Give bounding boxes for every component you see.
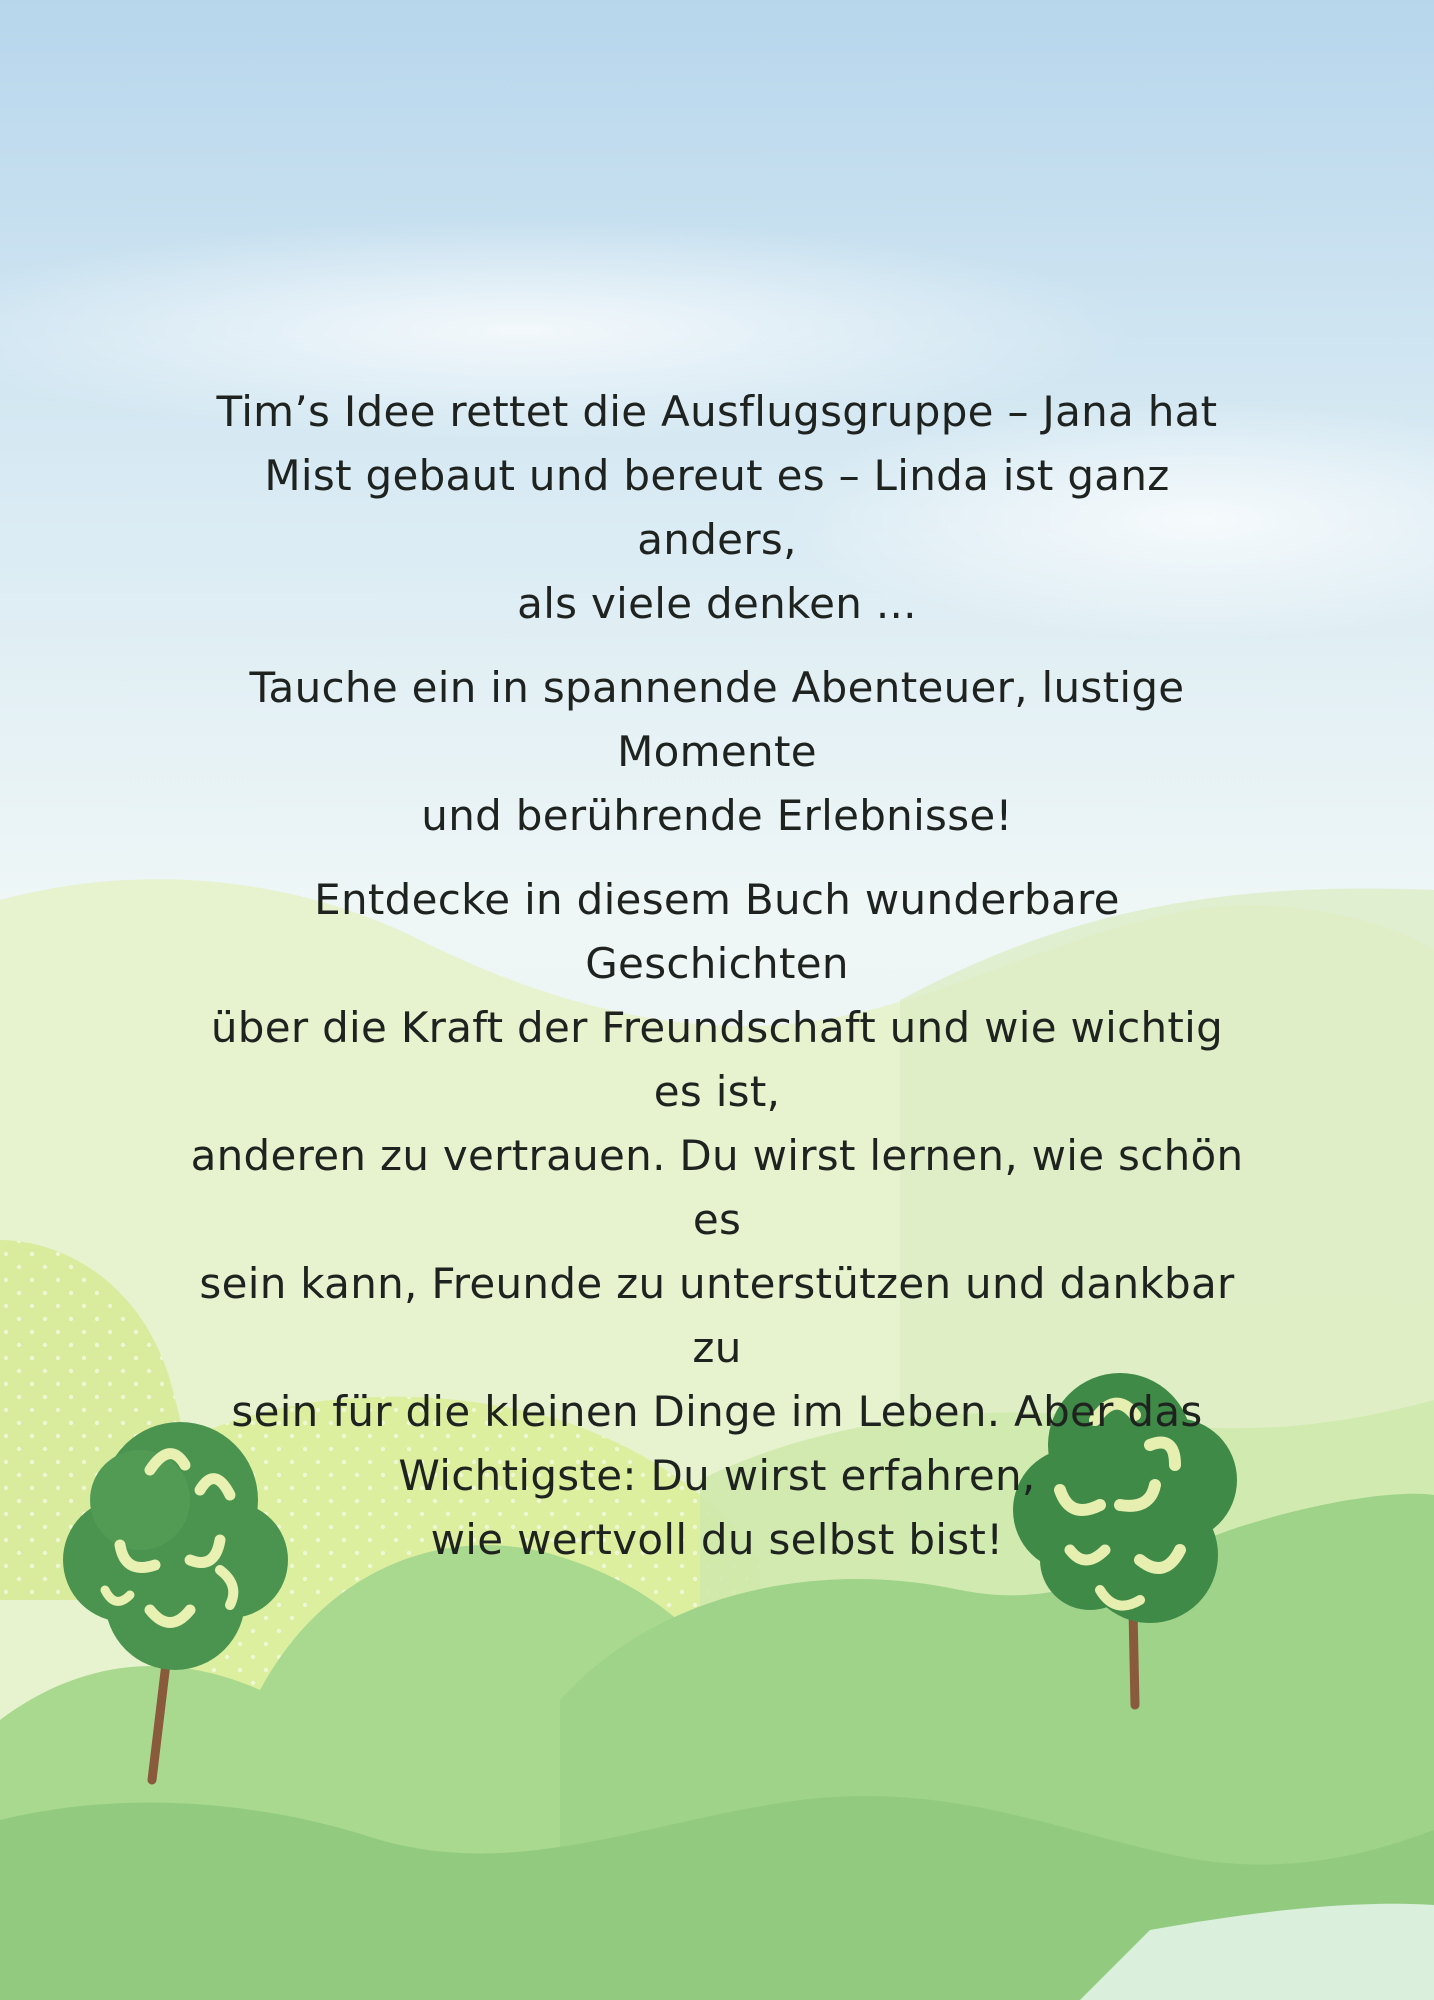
paragraph-teaser <box>180 380 1254 636</box>
text-line: anderen zu vertrauen. Du wirst lernen, wie schön es <box>190 1131 1244 1244</box>
text-line: und berührende Erlebnisse! <box>421 791 1013 840</box>
text-line: sein kann, Freunde zu unterstützen und dankbar zu <box>199 1259 1235 1372</box>
blurb-text <box>180 380 1254 1592</box>
text-line: Entdecke in diesem Buch wunderbare Geschichten <box>314 875 1120 988</box>
text-line: Tim’s Idee rettet die Ausflugsgruppe – Jana hat <box>216 387 1218 436</box>
text-line: sein für die kleinen Dinge im Leben. Aber das <box>231 1387 1203 1436</box>
paragraph-description <box>180 868 1254 1572</box>
text-line: Mist gebaut und bereut es – Linda ist ganz anders, <box>264 451 1170 564</box>
text-line: Wichtigste: Du wirst erfahren, <box>398 1451 1036 1500</box>
text-line: als viele denken ... <box>517 579 917 628</box>
paragraph-invitation <box>180 656 1254 848</box>
text-line: wie wertvoll du selbst bist! <box>430 1515 1004 1564</box>
text-line: Tauche ein in spannende Abenteuer, lustige Momente <box>249 663 1185 776</box>
text-line: über die Kraft der Freundschaft und wie wichtig es ist, <box>210 1003 1224 1116</box>
